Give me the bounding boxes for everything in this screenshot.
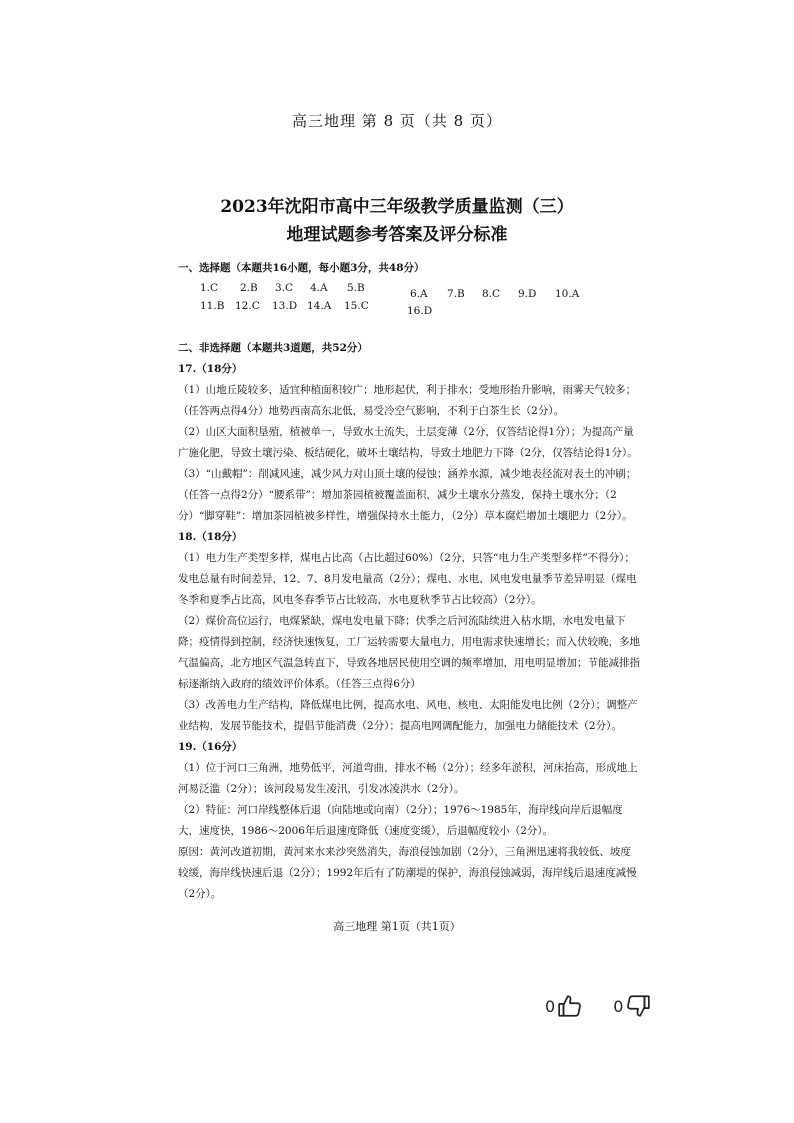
answer-12: 12.C: [235, 300, 260, 312]
page-footer: 高三地理 第1页（共1页）: [333, 920, 461, 933]
answer-11: 11.B: [200, 300, 225, 312]
answer-9: 9.D: [518, 288, 537, 300]
answer-6: 6.A: [410, 288, 428, 300]
answer-14: 14.A: [307, 300, 332, 312]
answer-16: 16.D: [407, 305, 433, 317]
answer-7: 7.B: [447, 288, 465, 300]
answer-2: 2.B: [240, 282, 258, 294]
question-17-part3: （3）“山戴帽”：削减风速，减少风力对山顶土壤的侵蚀；涵养水源，减少地表径流对表土的冲刷；（任答一点得2分）“腰系带”：增加茶园植被覆盖面积，减少土壤水分蒸发，保持土壤水分；（2分）“脚穿鞋”：增加茶园植被多样性，增强保持水土能力，（2分）草本腐烂增加土壤肥力（2分）。: [178, 468, 637, 522]
thumbs-down-count: 0: [613, 996, 624, 1016]
question-17-part1: （1）山地丘陵较多，适宜种植面积较广；地形起伏，利于排水；受地形抬升影响，雨雾天气较多；（任答两点得4分）地势西南高东北低，易受冷空气影响，不利于白茶生长（2分）。: [178, 384, 637, 417]
question-19-part2: （2）特征：河口岸线整体后退（向陆地或向南）（2分）；1976～1985年，海岸线向岸后退幅度大，速度快，1986～2006年后退速度降低（速度变缓），后退幅度较小（2分）。: [178, 804, 623, 837]
answer-4: 4.A: [310, 282, 328, 294]
answer-15: 15.C: [344, 300, 369, 312]
answer-3: 3.C: [275, 282, 294, 294]
vote-bar: [545, 993, 651, 1019]
document-subtitle: 地理试题参考答案及评分标准: [286, 225, 508, 245]
thumbs-up-count: 0: [545, 996, 556, 1016]
question-18-title: 18.（18分）: [178, 531, 243, 543]
question-18-part2: （2）煤价高位运行，电煤紧缺，煤电发电量下降；伏季之后河流陆续进入枯水期，水电发电量下降；疫情得到控制，经济快速恢复，工厂运转需要大量电力，用电需求快速增长；而入伏较晚，多地气温偏高，北方地区气温急转直下，导致各地居民使用空调的频率增加，用电明显增加；节能减排指标逐渐纳入政府的绩效评价体系。（任答三点得6分）: [178, 615, 640, 690]
section2-heading: 二、非选择题（本题共3道题，共52分）: [178, 342, 368, 354]
page-header: 高三地理 第 8 页（共 8 页）: [292, 112, 502, 130]
answer-8: 8.C: [482, 288, 501, 300]
section1-heading-text: 一、选择题（本题共16小题，每小题3分，共48分）: [178, 262, 425, 274]
answer-1: 1.C: [200, 282, 219, 294]
thumbs-down-button[interactable]: [613, 993, 651, 1019]
answer-10: 10.A: [555, 288, 580, 300]
section1-heading: [178, 258, 640, 279]
document-title: 2023年沈阳市高中三年级教学质量监测（三）: [220, 197, 574, 217]
question-18-part1: （1）电力生产类型多样，煤电占比高（占比超过60%）（2分，只答“电力生产类型多样”不得分）；发电总量有时间差异，12、7、8月发电量高（2分）；煤电、水电、风电发电量季节差异明显（煤电冬季和夏季占比高，风电冬春季节占比较高，水电夏秋季节占比较高）（2分）。: [178, 552, 637, 606]
question-19-title: 19.（16分）: [178, 741, 243, 753]
section2: [178, 338, 640, 905]
thumbs-down-icon: [625, 993, 651, 1019]
question-17-part2: （2）山区大面积垦殖，植被单一，导致水土流失，土层变薄（2分，仅答结论得1分）；为提高产量广施化肥，导致土壤污染、板结硬化，破坏土壤结构，导致土地肥力下降（2分，仅答结论得1分）。: [178, 426, 638, 459]
question-18-part3: （3）改善电力生产结构，降低煤电比例，提高水电、风电、核电、太阳能发电比例（2分）；调整产业结构，发展节能技术，提倡节能消费（2分）；提高电网调配能力，加强电力储能技术（2分）。: [178, 699, 638, 732]
thumbs-up-button[interactable]: [545, 993, 583, 1019]
question-17-title: 17.（18分）: [178, 363, 243, 375]
answer-5: 5.B: [347, 282, 365, 294]
answer-13: 13.D: [272, 300, 298, 312]
question-19-part1: （1）位于河口三角洲，地势低平，河道弯曲，排水不畅（2分）；经多年淤积，河床抬高，形成地上河易泛滥（2分）；该河段易发生凌汛，引发冰凌洪水（2分）。: [178, 762, 638, 795]
thumbs-up-icon: [557, 993, 583, 1019]
question-19-part3: 原因：黄河改道初期，黄河来水来沙突然消失，海浪侵蚀加剧（2分），三角洲迅速将我较低、坡度较缓，海岸线快速后退（2分）；1992年后有了防潮堤的保护，海浪侵蚀减弱，海岸线后退速度减慢（2分）。: [178, 846, 637, 900]
